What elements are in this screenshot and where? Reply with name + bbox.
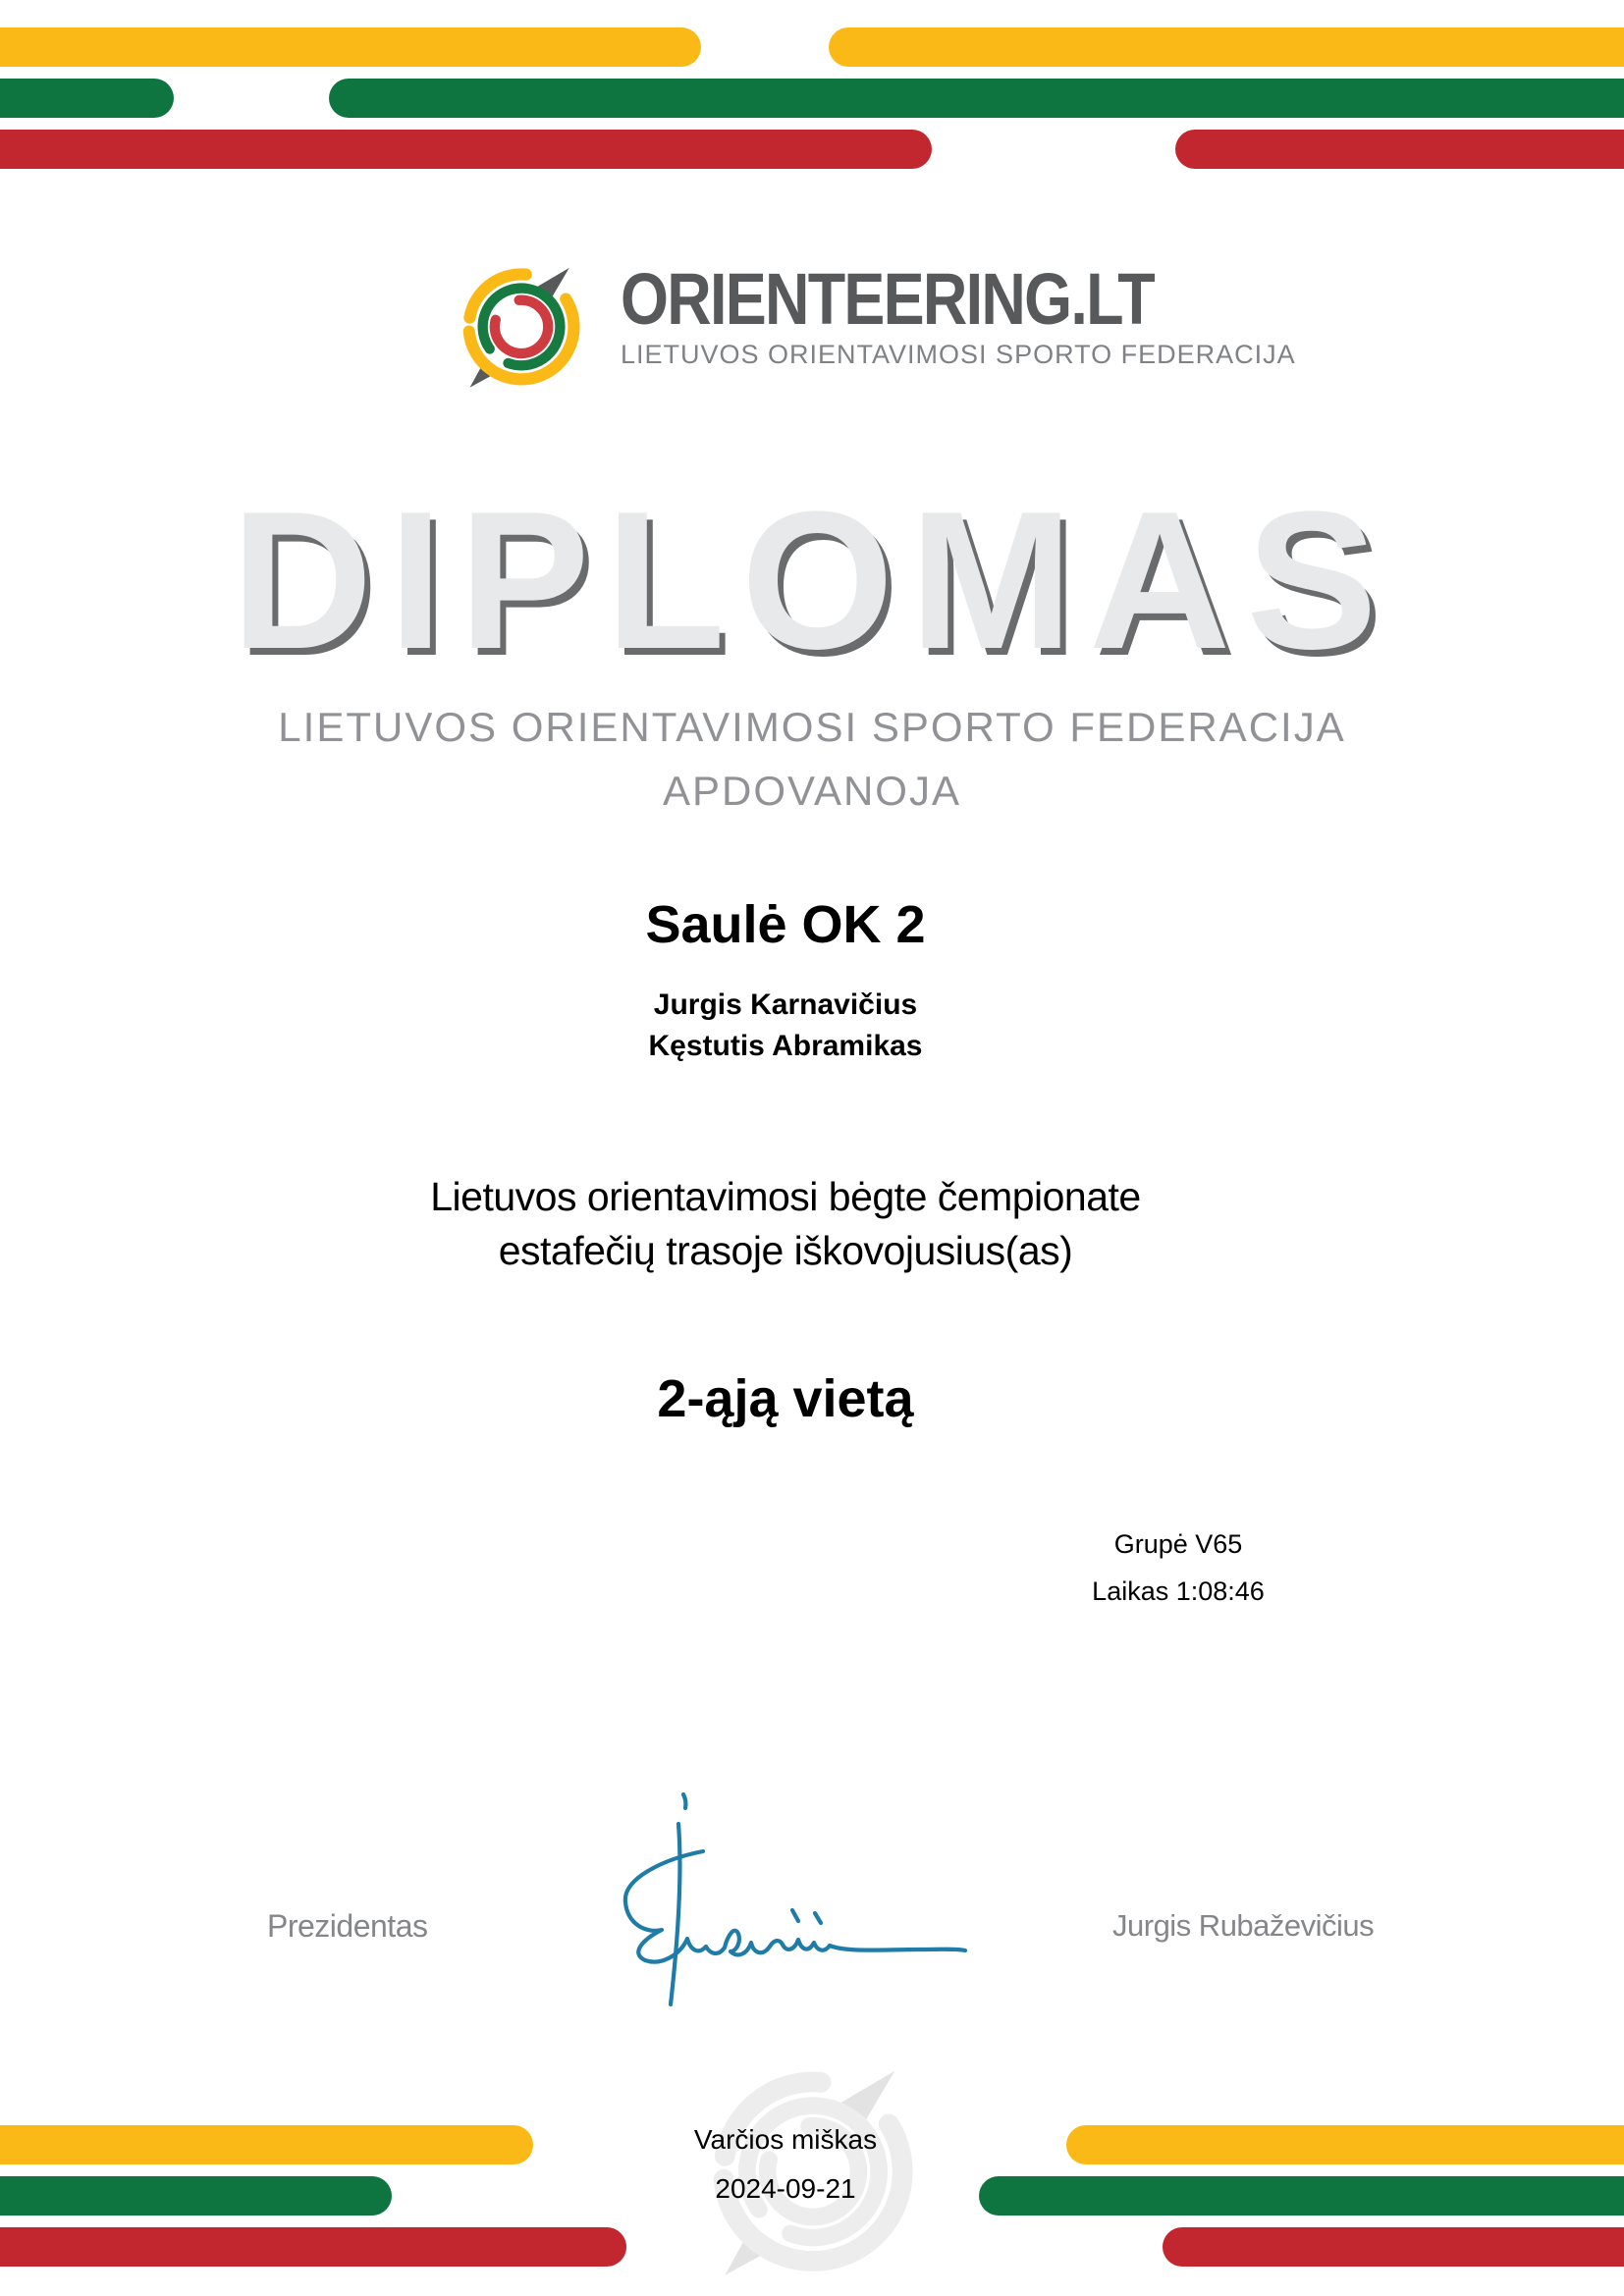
- time-label: Laikas 1:08:46: [1092, 1576, 1265, 1606]
- bottom-stripe-green-left: [0, 2176, 392, 2216]
- member-name: Jurgis Karnavičius: [653, 988, 918, 1021]
- signature-stroke: [792, 1910, 798, 1921]
- event-date: 2024-09-21: [715, 2173, 856, 2204]
- bottom-stripe-yellow-right: [1066, 2125, 1624, 2164]
- member-name: Kęstutis Abramikas: [648, 1030, 923, 1062]
- heading-subtitle-line1: LIETUVOS ORIENTAVIMOSI SPORTO FEDERACIJA: [278, 704, 1346, 750]
- top-stripe-red-right: [1175, 130, 1624, 169]
- bottom-stripe-yellow-left: [0, 2125, 533, 2164]
- top-stripe-green-right: [329, 79, 1624, 118]
- event-location: Varčios miškas: [693, 2124, 878, 2155]
- heading-subtitle-line2: APDOVANOJA: [663, 768, 961, 814]
- top-stripe-green-left: [0, 79, 174, 118]
- heading-subtitle: [0, 695, 1624, 823]
- signer-name-label: Jurgis Rubaževičius: [1112, 1908, 1375, 1943]
- signature-stroke: [815, 1913, 821, 1923]
- top-stripe-yellow-left: [0, 27, 701, 67]
- diploma-heading: DIPLOMAS: [231, 471, 1393, 690]
- bottom-stripe-green-right: [979, 2176, 1624, 2216]
- group-label: Grupė V65: [1113, 1529, 1243, 1559]
- logo-brand-text: ORIENTEERING.LT: [621, 258, 1154, 340]
- top-stripe-red-left: [0, 130, 932, 169]
- award-text-line2: estafečių trasoje iškovojusius(as): [498, 1228, 1073, 1273]
- top-stripe-yellow-right: [829, 27, 1624, 67]
- signature-image: [589, 1767, 1001, 2042]
- bottom-stripe-red-right: [1163, 2227, 1624, 2267]
- compass-logo-icon: [447, 251, 596, 399]
- logo-subtitle: LIETUVOS ORIENTAVIMOSI SPORTO FEDERACIJA: [621, 340, 1296, 369]
- place-text: 2-ąją vietą: [657, 1369, 914, 1428]
- team-name: Saulė OK 2: [645, 895, 926, 954]
- bottom-stripe-red-left: [0, 2227, 626, 2267]
- award-text: [0, 1170, 1571, 1278]
- signature-stroke: [683, 1794, 685, 1808]
- signer-role-label: Prezidentas: [267, 1908, 428, 1944]
- award-text-line1: Lietuvos orientavimosi bėgte čempionate: [430, 1174, 1141, 1219]
- red-arc-icon: [495, 300, 548, 353]
- result-details: [982, 1521, 1375, 1615]
- signature-stroke: [671, 1824, 679, 2004]
- team-members: [0, 985, 1571, 1067]
